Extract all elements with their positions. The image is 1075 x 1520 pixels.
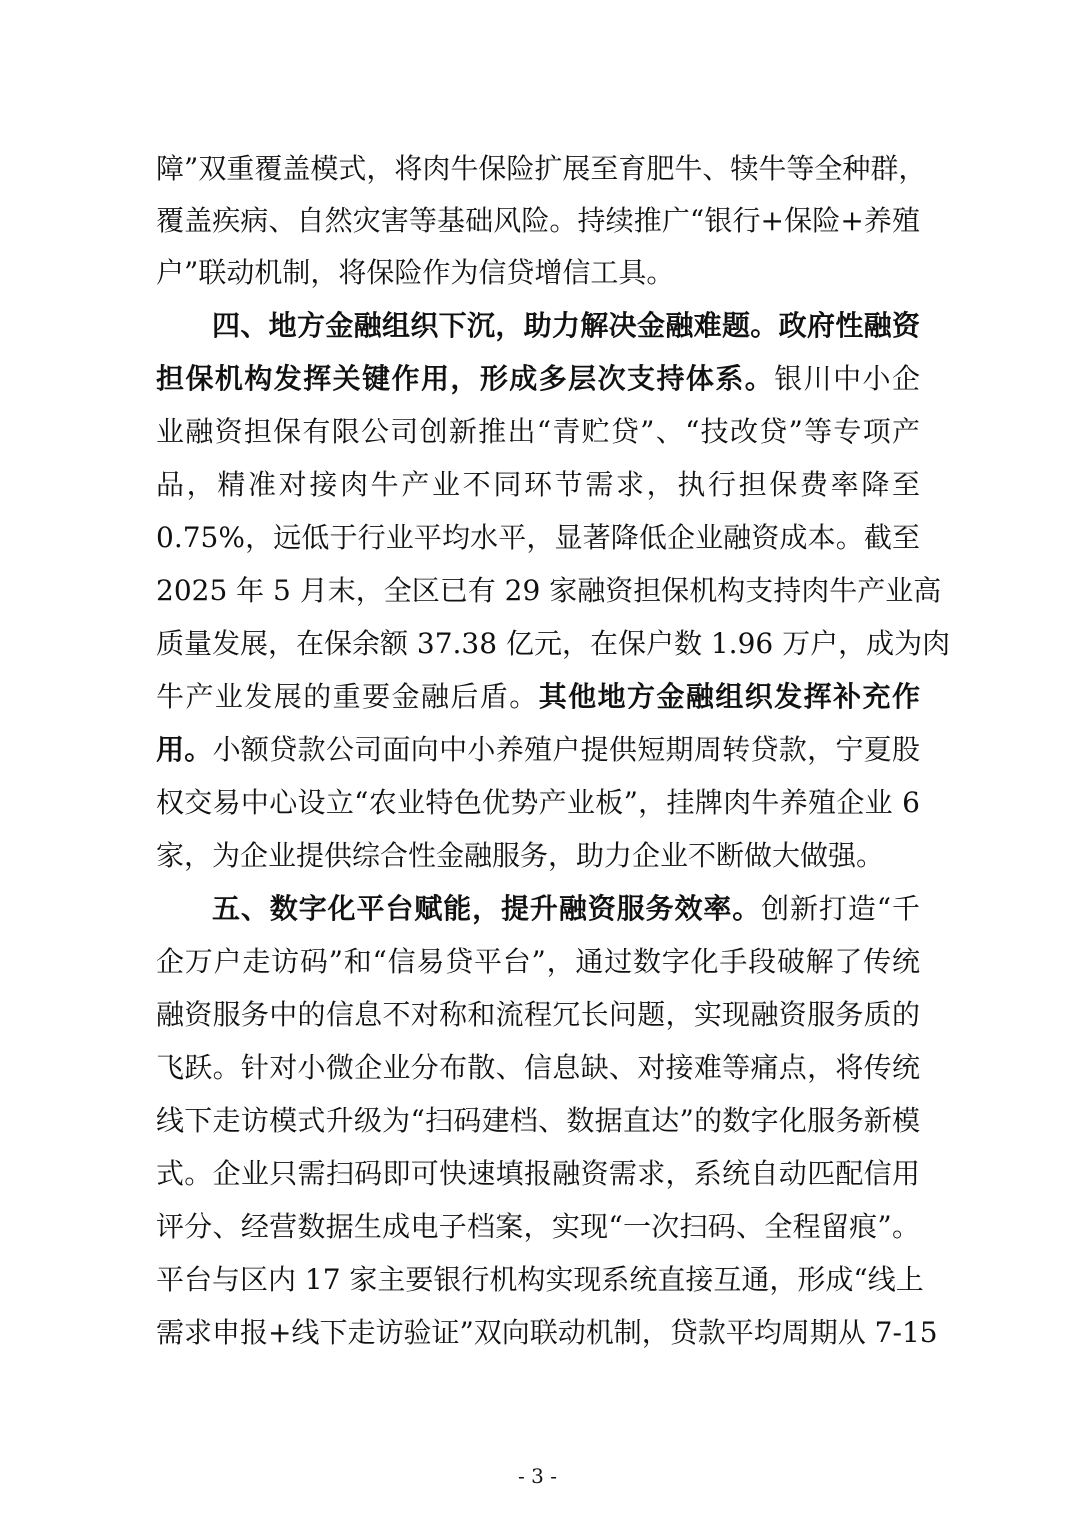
text-line: 覆盖疾病、自然灾害等基础风险。持续推广“银行+保险+养殖 — [156, 204, 920, 237]
text-line: 融资服务中的信息不对称和流程冗长问题，实现融资服务质的 — [156, 998, 920, 1031]
text-line: 平台与区内 17 家主要银行机构实现系统直接互通，形成“线上 — [156, 1263, 924, 1296]
text-line: 0.75%，远低于行业平均水平，显著降低企业融资成本。截至 — [156, 521, 920, 554]
text-line: 牛产业发展的重要金融后盾。其他地方金融组织发挥补充作 — [156, 680, 920, 713]
text-line: 家，为企业提供综合性金融服务，助力企业不断做大做强。 — [156, 839, 885, 872]
text-line: 评分、经营数据生成电子档案，实现“一次扫码、全程留痕”。 — [156, 1210, 920, 1243]
text-line: 飞跃。针对小微企业分布散、信息缺、对接难等痛点，将传统 — [156, 1051, 920, 1084]
text-line: 企万户走访码”和“信易贷平台”，通过数字化手段破解了传统 — [156, 945, 920, 978]
section-heading-5: 五、数字化平台赋能，提升融资服务效率。创新打造“千 — [212, 892, 920, 925]
text-line: 式。企业只需扫码即可快速填报融资需求，系统自动匹配信用 — [156, 1157, 920, 1190]
text-line: 户”联动机制，将保险作为信贷增信工具。 — [156, 256, 675, 289]
text-line: 质量发展，在保余额 37.38 亿元，在保户数 1.96 万户，成为肉 — [156, 627, 951, 660]
text-line: 障”双重覆盖模式，将肉牛保险扩展至育肥牛、犊牛等全种群， — [156, 152, 927, 185]
text-line: 品，精准对接肉牛产业不同环节需求，执行担保费率降至 — [156, 468, 920, 501]
text-line: 需求申报+线下走访验证”双向联动机制，贷款平均周期从 7-15 — [156, 1316, 938, 1349]
text-line: 业融资担保有限公司创新推出“青贮贷”、“技改贷”等专项产 — [156, 415, 920, 448]
text-line: 2025 年 5 月末，全区已有 29 家融资担保机构支持肉牛产业高 — [156, 574, 942, 607]
text-line: 线下走访模式升级为“扫码建档、数据直达”的数字化服务新模 — [156, 1104, 920, 1137]
text-line: 担保机构发挥关键作用，形成多层次支持体系。银川中小企 — [156, 362, 920, 395]
text-line: 用。小额贷款公司面向中小养殖户提供短期周转贷款，宁夏股 — [156, 733, 920, 766]
page-number: - 3 - — [518, 1464, 557, 1488]
text-line: 权交易中心设立“农业特色优势产业板”，挂牌肉牛养殖企业 6 — [156, 786, 920, 819]
section-heading-4: 四、地方金融组织下沉，助力解决金融难题。政府性融资 — [212, 309, 920, 342]
